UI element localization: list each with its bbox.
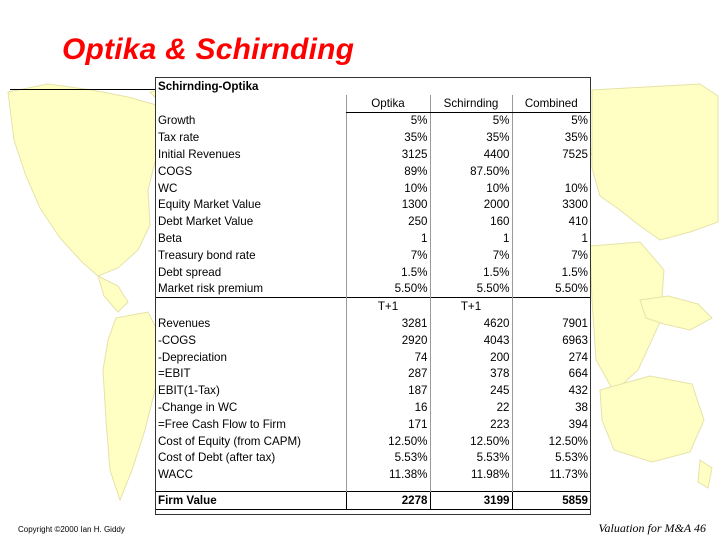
cell-optika: 89% xyxy=(346,163,430,180)
cell-combined: 5% xyxy=(512,112,590,129)
cell-schirnding: 378 xyxy=(430,366,512,383)
copyright-footer: Copyright ©2000 Ian H. Giddy xyxy=(18,525,125,534)
period-header-optika: T+1 xyxy=(346,298,430,315)
cell-schirnding: 4400 xyxy=(430,146,512,163)
cell-optika: 35% xyxy=(346,129,430,146)
row-label: WC xyxy=(158,181,178,195)
table-row-beta xyxy=(156,230,590,247)
cell-schirnding: 87.50% xyxy=(430,163,512,180)
cell-combined: 7901 xyxy=(512,315,590,332)
table-row-wc xyxy=(156,180,590,197)
cell-schirnding: 160 xyxy=(430,213,512,230)
sheet-title: Schirnding-Optika xyxy=(158,79,259,93)
cell-combined: 274 xyxy=(512,349,590,366)
table-row-initial-revenues xyxy=(156,146,590,163)
cell-combined: 394 xyxy=(512,416,590,433)
table-row-wacc xyxy=(156,466,590,483)
cell-combined: 5.53% xyxy=(512,450,590,467)
firm-value-optika: 2278 xyxy=(346,492,430,510)
row-label: Cost of Debt (after tax) xyxy=(158,451,276,465)
column-header-row xyxy=(156,95,590,112)
row-label: WACC xyxy=(158,468,193,482)
cell-optika: 1 xyxy=(346,230,430,247)
cell-combined: 35% xyxy=(512,129,590,146)
table-row-free-cash-flow xyxy=(156,416,590,433)
cell-schirnding: 2000 xyxy=(430,197,512,214)
cell-optika: 3281 xyxy=(346,315,430,332)
period-header-schirnding: T+1 xyxy=(430,298,512,315)
cell-combined: 38 xyxy=(512,399,590,416)
firm-value-combined: 5859 xyxy=(512,492,590,510)
row-label: -Change in WC xyxy=(158,401,238,415)
row-label: Debt spread xyxy=(158,265,222,279)
australia-landmass xyxy=(600,376,704,462)
cell-combined: 5.50% xyxy=(512,281,590,298)
cell-combined: 664 xyxy=(512,366,590,383)
table-row-firm-value xyxy=(156,492,590,510)
cell-optika: 10% xyxy=(346,180,430,197)
row-label: EBIT(1-Tax) xyxy=(158,384,220,398)
cell-optika: 171 xyxy=(346,416,430,433)
cell-combined: 7525 xyxy=(512,146,590,163)
table-row-ebit xyxy=(156,366,590,383)
cell-optika: 11.38% xyxy=(346,466,430,483)
cell-optika: 5.53% xyxy=(346,450,430,467)
row-label: =EBIT xyxy=(158,367,191,381)
row-label: =Free Cash Flow to Firm xyxy=(158,417,286,431)
valuation-table xyxy=(156,78,590,510)
slide-title: Optika & Schirnding xyxy=(62,33,355,66)
table-row-cogs xyxy=(156,163,590,180)
cell-schirnding: 5.50% xyxy=(430,281,512,298)
asia-landmass xyxy=(592,84,718,240)
cell-combined: 1 xyxy=(512,230,590,247)
period-header-combined xyxy=(512,298,590,315)
row-label: Equity Market Value xyxy=(158,198,261,212)
firm-value-label: Firm Value xyxy=(156,492,346,510)
firm-value-schirnding: 3199 xyxy=(430,492,512,510)
row-label: Revenues xyxy=(158,317,211,331)
spreadsheet xyxy=(155,77,591,515)
south-america-landmass xyxy=(103,312,160,500)
table-row-revenues xyxy=(156,315,590,332)
cell-optika: 3125 xyxy=(346,146,430,163)
cell-optika: 5% xyxy=(346,112,430,129)
table-row-cogs-projection xyxy=(156,332,590,349)
cell-schirnding: 200 xyxy=(430,349,512,366)
row-label: Market risk premium xyxy=(158,282,264,296)
cell-combined: 12.50% xyxy=(512,433,590,450)
cell-combined: 1.5% xyxy=(512,264,590,281)
cell-optika: 12.50% xyxy=(346,433,430,450)
column-header-optika: Optika xyxy=(346,95,430,112)
north-america-landmass xyxy=(8,84,160,276)
row-label: Tax rate xyxy=(158,131,200,145)
row-label: Cost of Equity (from CAPM) xyxy=(158,434,302,448)
cell-schirnding: 10% xyxy=(430,180,512,197)
table-row-depreciation xyxy=(156,349,590,366)
row-label: Debt Market Value xyxy=(158,215,254,229)
table-row-treasury-bond-rate xyxy=(156,247,590,264)
cell-schirnding: 35% xyxy=(430,129,512,146)
table-row-cost-of-equity xyxy=(156,433,590,450)
table-row-cost-of-debt xyxy=(156,450,590,467)
central-america-landmass xyxy=(98,276,128,312)
cell-optika: 7% xyxy=(346,247,430,264)
cell-combined: 3300 xyxy=(512,197,590,214)
cell-schirnding: 223 xyxy=(430,416,512,433)
table-row-ebit-after-tax xyxy=(156,382,590,399)
cell-schirnding: 12.50% xyxy=(430,433,512,450)
cell-schirnding: 1 xyxy=(430,230,512,247)
cell-optika: 1300 xyxy=(346,197,430,214)
row-label: -Depreciation xyxy=(158,350,227,364)
cell-schirnding: 22 xyxy=(430,399,512,416)
cell-combined: 432 xyxy=(512,382,590,399)
cell-optika: 1.5% xyxy=(346,264,430,281)
table-row-market-risk-premium xyxy=(156,281,590,298)
cell-schirnding: 5.53% xyxy=(430,450,512,467)
cell-schirnding: 7% xyxy=(430,247,512,264)
cell-optika: 250 xyxy=(346,213,430,230)
row-label: Beta xyxy=(158,232,182,246)
cell-optika: 287 xyxy=(346,366,430,383)
table-row-growth xyxy=(156,112,590,129)
spacer-row xyxy=(156,483,590,492)
course-footer: Valuation for M&A 46 xyxy=(598,521,706,535)
period-header-row xyxy=(156,298,590,315)
table-row-tax-rate xyxy=(156,129,590,146)
cell-combined: 11.73% xyxy=(512,466,590,483)
cell-optika: 187 xyxy=(346,382,430,399)
table-row-debt-spread xyxy=(156,264,590,281)
sheet-title-row xyxy=(156,78,590,95)
cell-combined: 6963 xyxy=(512,332,590,349)
cell-combined: 410 xyxy=(512,213,590,230)
row-label: COGS xyxy=(158,164,193,178)
cell-optika: 74 xyxy=(346,349,430,366)
cell-optika: 2920 xyxy=(346,332,430,349)
cell-schirnding: 11.98% xyxy=(430,466,512,483)
row-label: Growth xyxy=(158,114,196,128)
cell-combined xyxy=(512,163,590,180)
cell-combined: 7% xyxy=(512,247,590,264)
row-label: Treasury bond rate xyxy=(158,248,256,262)
column-header-schirnding: Schirnding xyxy=(430,95,512,112)
cell-optika: 5.50% xyxy=(346,281,430,298)
table-row-equity-market-value xyxy=(156,197,590,214)
cell-optika: 16 xyxy=(346,399,430,416)
row-label: Initial Revenues xyxy=(158,148,241,162)
table-row-change-in-wc xyxy=(156,399,590,416)
row-label: -COGS xyxy=(158,333,197,347)
cell-schirnding: 4620 xyxy=(430,315,512,332)
cell-schirnding: 1.5% xyxy=(430,264,512,281)
cell-schirnding: 5% xyxy=(430,112,512,129)
column-header-combined: Combined xyxy=(512,95,590,112)
table-row-debt-market-value xyxy=(156,213,590,230)
cell-combined: 10% xyxy=(512,180,590,197)
title-rule xyxy=(10,89,155,90)
cell-schirnding: 245 xyxy=(430,382,512,399)
new-zealand-landmass xyxy=(698,460,712,488)
cell-schirnding: 4043 xyxy=(430,332,512,349)
